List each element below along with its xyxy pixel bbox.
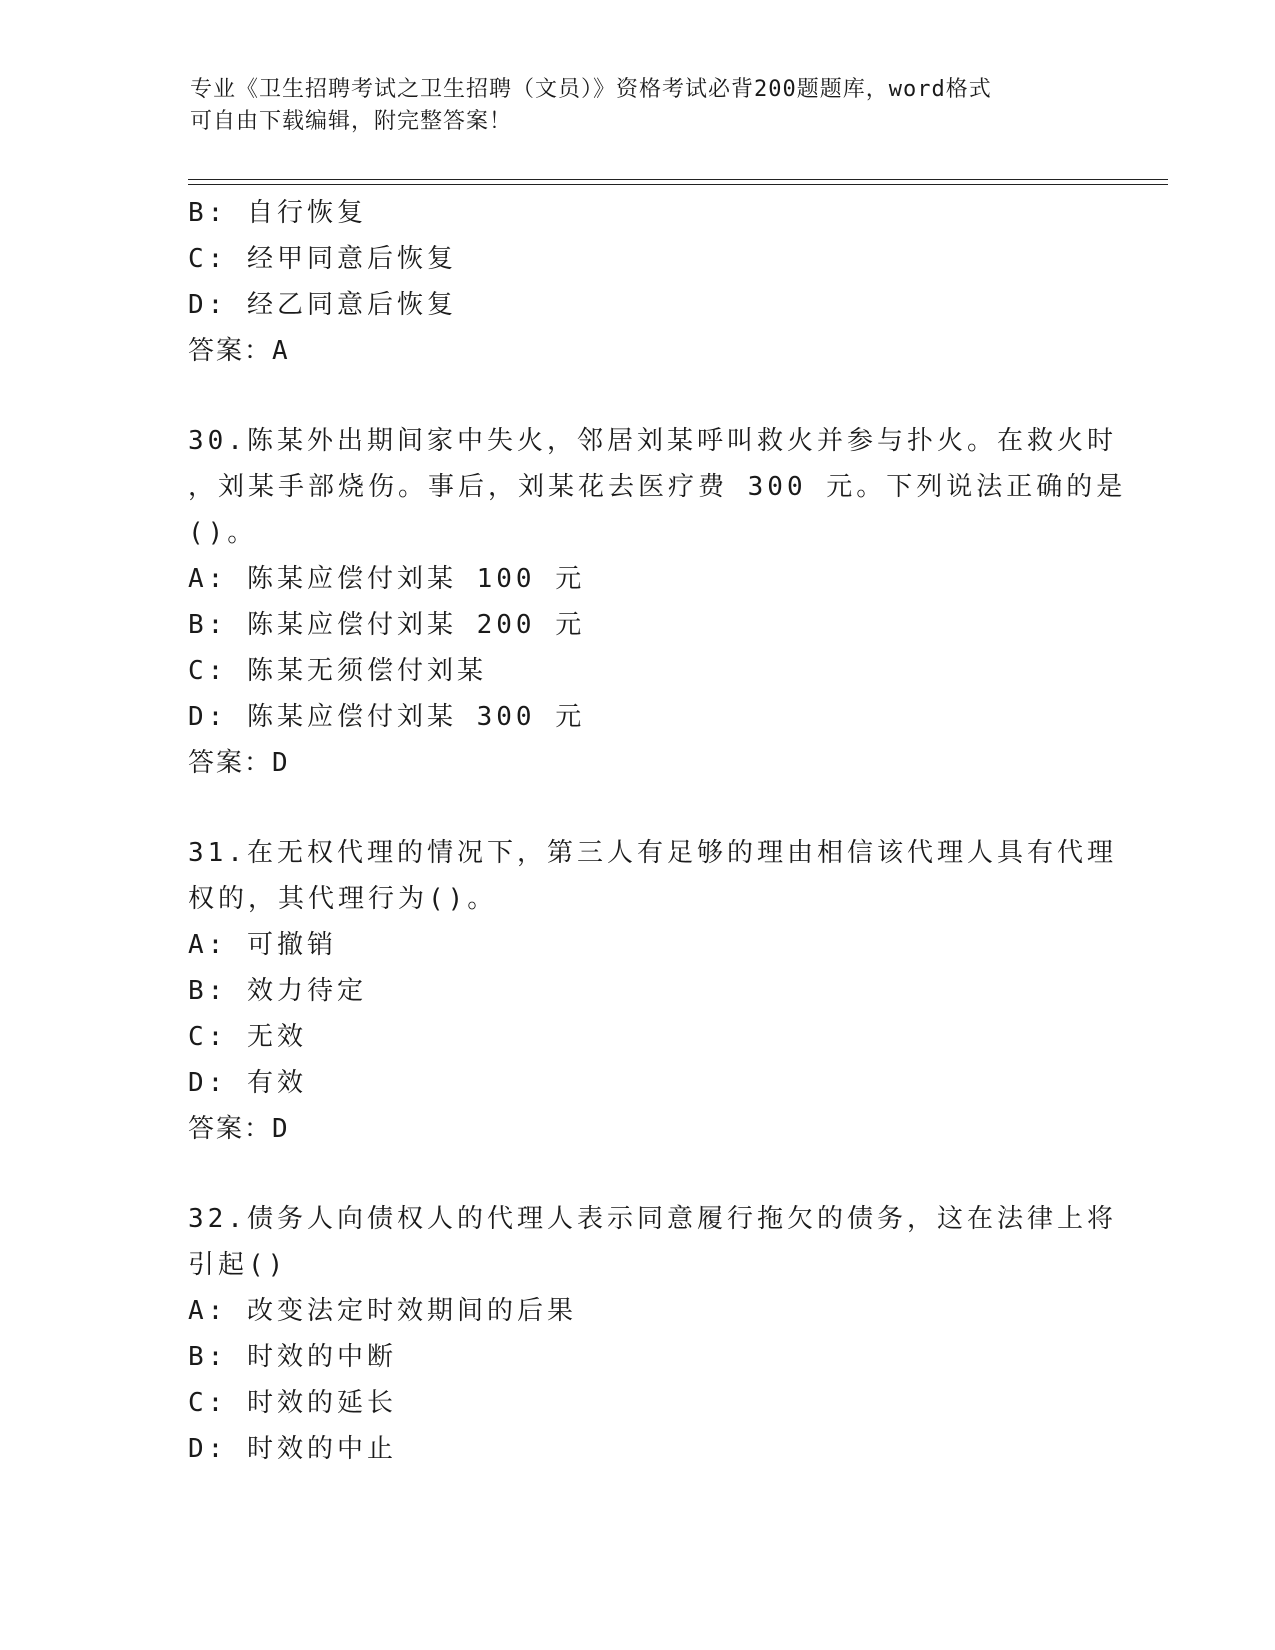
option-b: B: 时效的中断 bbox=[188, 1342, 397, 1372]
header-line-2: 可自由下载编辑，附完整答案！ bbox=[190, 109, 513, 134]
option-c: C: 时效的延长 bbox=[188, 1388, 397, 1418]
question-31 bbox=[188, 830, 1117, 1152]
option-d: D: 经乙同意后恢复 bbox=[188, 290, 457, 320]
option-c: C: 经甲同意后恢复 bbox=[188, 244, 457, 274]
question-content bbox=[188, 190, 1127, 1472]
question-text-line: 32.债务人向债权人的代理人表示同意履行拖欠的债务，这在法律上将 bbox=[188, 1204, 1117, 1234]
spacer bbox=[188, 1152, 1088, 1196]
question-29-tail bbox=[188, 190, 1088, 374]
option-b: B: 陈某应偿付刘某 200 元 bbox=[188, 610, 586, 640]
option-b: B: 自行恢复 bbox=[188, 198, 367, 228]
option-d: D: 陈某应偿付刘某 300 元 bbox=[188, 702, 586, 732]
option-a: A: 陈某应偿付刘某 100 元 bbox=[188, 564, 586, 594]
option-c: C: 陈某无须偿付刘某 bbox=[188, 656, 487, 686]
question-32 bbox=[188, 1196, 1117, 1472]
question-text-line: 引起() bbox=[188, 1250, 288, 1280]
header-line-1: 专业《卫生招聘考试之卫生招聘（文员）》资格考试必背200题题库，word格式 bbox=[190, 77, 992, 102]
option-d: D: 时效的中止 bbox=[188, 1434, 397, 1464]
question-30 bbox=[188, 418, 1127, 786]
question-text-line: ，刘某手部烧伤。事后，刘某花去医疗费 300 元。下列说法正确的是 bbox=[188, 472, 1127, 502]
question-text-line: ()。 bbox=[188, 518, 258, 548]
header-rule-bottom bbox=[188, 184, 1168, 185]
question-text-line: 权的，其代理行为()。 bbox=[188, 884, 498, 914]
question-text-line: 31.在无权代理的情况下，第三人有足够的理由相信该代理人具有代理 bbox=[188, 838, 1117, 868]
spacer bbox=[188, 786, 1088, 830]
option-a: A: 可撤销 bbox=[188, 930, 337, 960]
question-text-line: 30.陈某外出期间家中失火，邻居刘某呼叫救火并参与扑火。在救火时 bbox=[188, 426, 1117, 456]
answer-line: 答案：D bbox=[188, 1114, 290, 1144]
answer-line: 答案：D bbox=[188, 748, 290, 778]
header-rule-top bbox=[188, 179, 1168, 180]
answer-line: 答案：A bbox=[188, 336, 290, 366]
option-d: D: 有效 bbox=[188, 1068, 307, 1098]
option-c: C: 无效 bbox=[188, 1022, 307, 1052]
page-header bbox=[190, 74, 1090, 138]
option-b: B: 效力待定 bbox=[188, 976, 367, 1006]
option-a: A: 改变法定时效期间的后果 bbox=[188, 1296, 577, 1326]
spacer bbox=[188, 374, 1088, 418]
